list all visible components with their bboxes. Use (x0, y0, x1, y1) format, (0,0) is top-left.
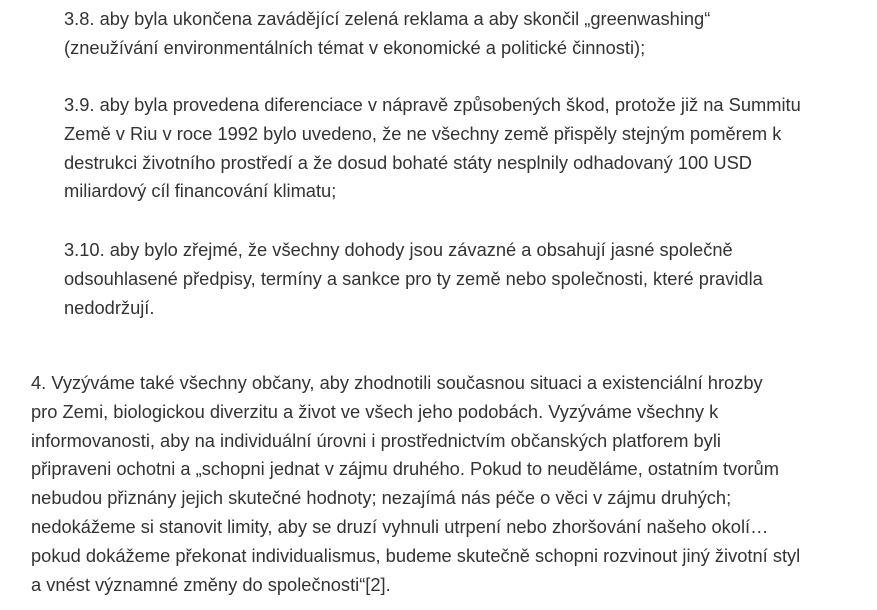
text-line: pro Zemi, biologickou diverzitu a život ve všech jeho podobách. Vyzýváme všechny k (31, 400, 719, 422)
text-line: 3.9. aby byla provedena diferenciace v nápravě způsobených škod, protože již na Summitu (64, 94, 801, 115)
text-line: pokud dokážeme překonat individualismus, budeme skutečně schopni rozvinout jiný životní styl (31, 544, 801, 566)
text-line: 3.8. aby byla ukončena zaváděјící zelená reklama a aby skončil „greenwashing“ (64, 8, 711, 29)
text-line: odsouhlasené předpisy, termíny a sankce pro ty země nebo společnosti, které pravidla (64, 267, 763, 289)
text-line: Země v Riu v roce 1992 bylo uvedeno, že ne všechny země přispěly stejným poměrem k (64, 122, 782, 144)
text-line: miliardový cíl financování klimatu; (64, 180, 337, 202)
text-line: připraveni ochotni a „schopni jednat v zájmu druhého. Pokud to neuděláme, ostatním tvorům (31, 458, 779, 480)
text-line: 3.10. aby bylo zřejmé, že všechny dohody jsou závazné a obsahují jasné společně (64, 239, 733, 260)
text-line: nebudou přiznány jejich skutečné hodnoty; nezajímá nás péče o věci v zájmu druhých; (31, 487, 732, 509)
text-line: informovanosti, aby na individuální úrovni i prostřednictvím občanských platforem byli (31, 429, 721, 451)
text-line: a vnést významné změny do společnosti“[2]. (31, 573, 391, 595)
text-line: (zneužívání environmentálních témat v ekonomické a politické činnosti); (64, 36, 646, 58)
subpoint-3-10 (64, 236, 854, 322)
text-line: nedodržují. (64, 296, 155, 318)
subpoint-3-8 (64, 5, 854, 63)
text-line: 4. Vyzýváme také všechny občany, aby zhodnotili současnou situaci a existenciální hrozby (31, 372, 763, 393)
text-line: destrukci životního prostředí a že dosud bohaté státy nesplnily odhadovaný 100 USD (64, 151, 752, 173)
paragraph-4 (31, 369, 857, 599)
subpoint-3-9 (64, 91, 854, 206)
text-line: nedokážeme si stanovit limity, aby se druzí vyhnuli utrpení nebo zhoršování našeho okolí… (31, 515, 769, 537)
